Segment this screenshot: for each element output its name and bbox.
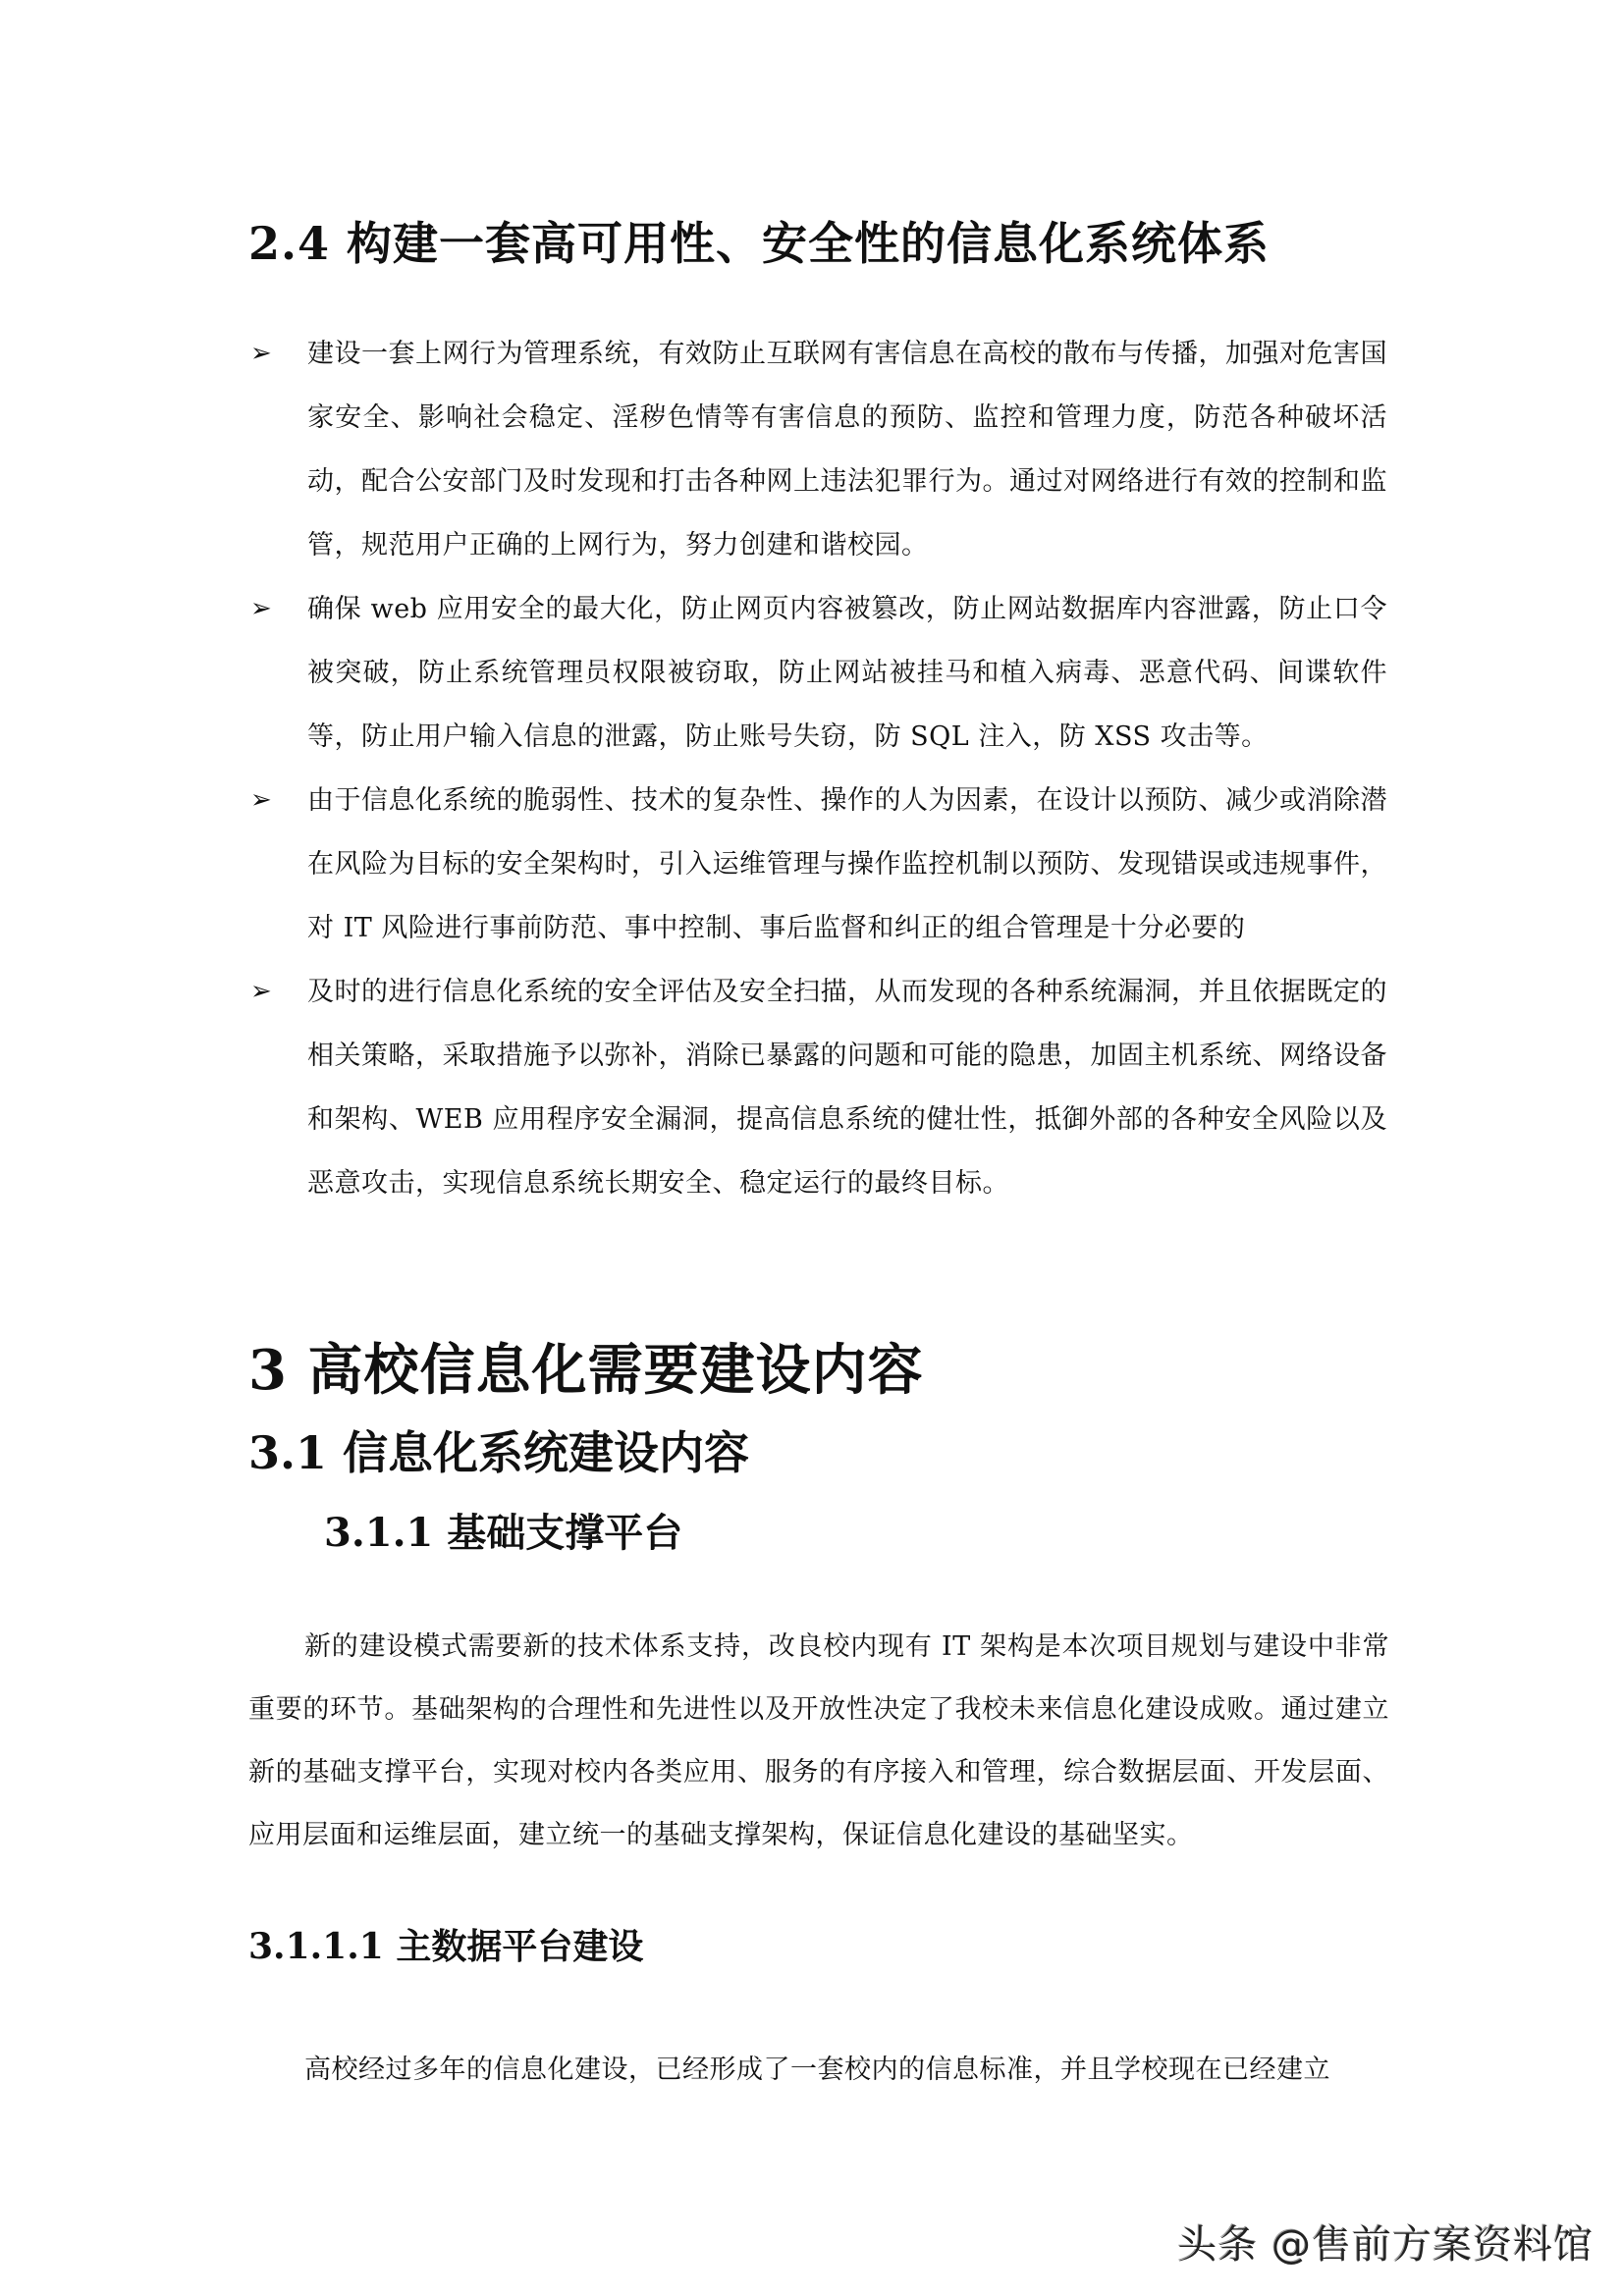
subsection-heading-3-1-1-1: 3.1.1.1 主数据平台建设 [248,1926,644,1967]
arrow-bullet-icon: ➢ [250,594,273,623]
arrow-bullet-icon: ➢ [250,339,273,368]
bullet-item [248,577,1387,769]
bullet-item [248,769,1387,960]
bullet-text: 确保 web 应用安全的最大化，防止网页内容被篡改，防止网站数据库内容泄露，防止口令被突破，防止系统管理员权限被窃取，防止网站被挂马和植入病毒、恶意代码、间谍软件等，防止用户输入信息的泄露，防止账号失窃，防 SQL 注入，防 XSS 攻击等。 [307,594,1387,752]
body-paragraph-3-1-1: 新的建设模式需要新的技术体系支持，改良校内现有 IT 架构是本次项目规划与建设中非常重要的环节。基础架构的合理性和先进性以及开放性决定了我校未来信息化建设成败。通过建立新的基础支撑平台，实现对校内各类应用、服务的有序接入和管理，综合数据层面、开发层面、应用层面和运维层面，建立统一的基础支撑架构，保证信息化建设的基础坚实。 [248,1631,1389,1850]
arrow-bullet-icon: ➢ [250,977,273,1006]
bullet-list [248,322,1387,1215]
watermark: 头条 @售前方案资料馆 [1177,2222,1594,2268]
bullet-text: 建设一套上网行为管理系统，有效防止互联网有害信息在高校的散布与传播，加强对危害国家安全、影响社会稳定、淫秽色情等有害信息的预防、监控和管理力度，防范各种破坏活动，配合公安部门及时发现和打击各种网上违法犯罪行为。通过对网络进行有效的控制和监管，规范用户正确的上网行为，努力创建和谐校园。 [307,339,1387,561]
section-heading-3-1: 3.1 信息化系统建设内容 [248,1426,750,1479]
bullet-text: 由于信息化系统的脆弱性、技术的复杂性、操作的人为因素，在设计以预防、减少或消除潜在风险为目标的安全架构时，引入运维管理与操作监控机制以预防、发现错误或违规事件，对 IT 风险进行事前防范、事中控制、事后监督和纠正的组合管理是十分必要的 [307,785,1387,943]
section-heading-2-4: 2.4 构建一套高可用性、安全性的信息化系统体系 [248,217,1271,270]
chapter-heading-3: 3 高校信息化需要建设内容 [248,1338,924,1403]
body-paragraph-3-1-1-1: 高校经过多年的信息化建设，已经形成了一套校内的信息标准，并且学校现在已经建立 [304,2055,1330,2085]
bullet-item [248,960,1387,1215]
subsection-heading-3-1-1: 3.1.1 基础支撑平台 [324,1510,683,1556]
arrow-bullet-icon: ➢ [250,785,273,815]
bullet-text: 及时的进行信息化系统的安全评估及安全扫描，从而发现的各种系统漏洞，并且依据既定的相关策略，采取措施予以弥补，消除已暴露的问题和可能的隐患，加固主机系统、网络设备和架构、WEB 应用程序安全漏洞，提高信息系统的健壮性，抵御外部的各种安全风险以及恶意攻击，实现信息系统长期安全、稳定运行的最终目标。 [307,977,1387,1199]
bullet-item [248,322,1387,577]
